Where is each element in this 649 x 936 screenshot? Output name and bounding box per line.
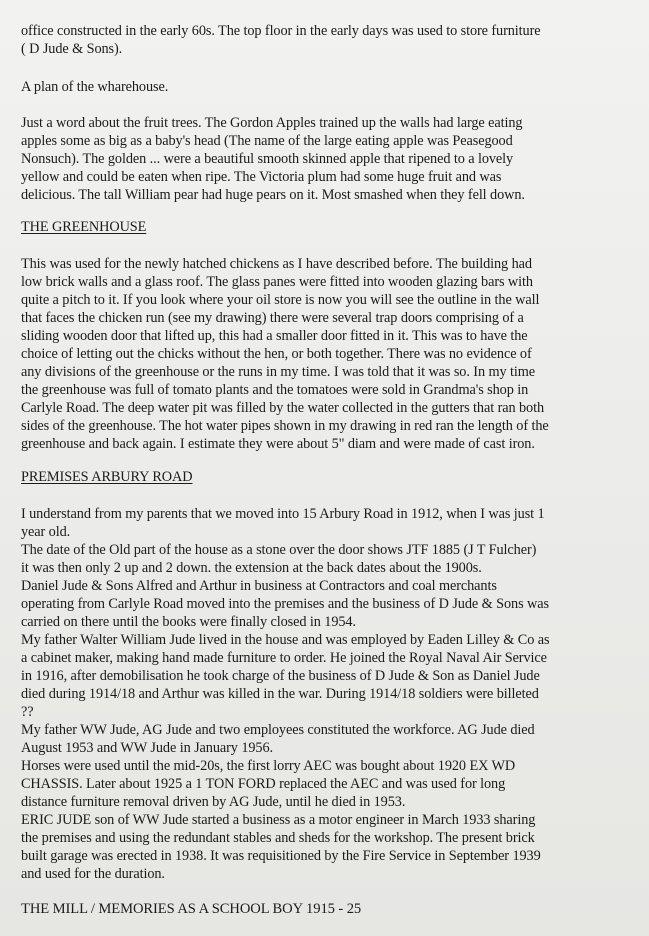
mill-memories-heading: THE MILL / MEMORIES AS A SCHOOL BOY 1915 - 25 <box>21 901 362 917</box>
premises-paragraph: I understand from my parents that we moved into 15 Arbury Road in 1912, when I was just 1 year old. The date of the Old part of the house as a stone over the door shows JTF 1885 (J T Fulcher) it was then only 2 up and 2 down. the extension at the back dates about the 1900s. Daniel Jude & Sons Alfred and Arthur in business at Contractors and coal merchants operating from Carlyle Road moved into the premises and the business of D Jude & Sons was carried on there until the books were finally closed in 1954. My father Walter William Jude lived in the house and was employed by Eaden Lilley & Co as a cabinet maker, making hand made furniture to order. He joined the Royal Naval Air Service in 1916, after demobilisation he took charge of the business of D Jude & Son as Daniel Jude died during 1914/18 and Arthur was killed in the war. During 1914/18 soldiers were billeted ?? My father WW Jude, AG Jude and two employees constituted the workforce. AG Jude died August 1953 and WW Jude in January 1956. Horses were used until the mid-20s, the first lorry AEC was bought about 1920 EX WD CHASSIS. Later about 1925 a 1 TON FORD replaced the AEC and was used for long distance furniture removal driven by AG Jude, until he died in 1953. ERIC JUDE son of WW Jude started a business as a motor engineer in March 1933 sharing the premises and using the redundant stables and sheds for the workshop. The present brick built garage was erected in 1938. It was requisitioned by the Fire Service in September 1939 and used for the duration. <box>21 506 550 882</box>
intro-paragraph: office constructed in the early 60s. The top floor in the early days was used to store furniture ( D Jude & Sons). <box>21 23 541 57</box>
premises-heading: PREMISES ARBURY ROAD <box>21 469 193 485</box>
plan-caption: A plan of the wharehouse. <box>21 79 169 95</box>
greenhouse-paragraph: This was used for the newly hatched chickens as I have described before. The building had low brick walls and a glass roof. The glass panes were fitted into wooden glazing bars with quite a pitch to it. If you look where your oil store is now you will see the outline in the wall that faces the chicken run (see my drawing) there were several trap doors comprising of a sliding wooden door that lifted up, this had a smaller door fitted in it. This was to have the choice of letting out the chicks without the hen, or both together. There was no evidence of any divisions of the greenhouse or the runs in my time. I was told that it was so. In my time the greenhouse was full of tomato plants and the tomatoes were sold in Grandma's shop in Carlyle Road. The deep water pit was filled by the water collected in the gutters that ran both sides of the greenhouse. The hot water pipes shown in my drawing in red ran the length of the greenhouse and back again. I estimate they were about 5" diam and were made of cast iron. <box>21 256 549 452</box>
greenhouse-heading: THE GREENHOUSE <box>21 219 147 235</box>
fruit-trees-paragraph: Just a word about the fruit trees. The Gordon Apples trained up the walls had large eating apples some as big as a baby's head (The name of the large eating apple was Peasegood Nonsuch). The golden ... were a beautiful smooth skinned apple that ripened to a lovely yellow and could be eaten when ripe. The Victoria plum had some huge fruit and was delicious. The tall William pear had huge pears on it. Most smashed when they fell down. <box>21 115 525 203</box>
